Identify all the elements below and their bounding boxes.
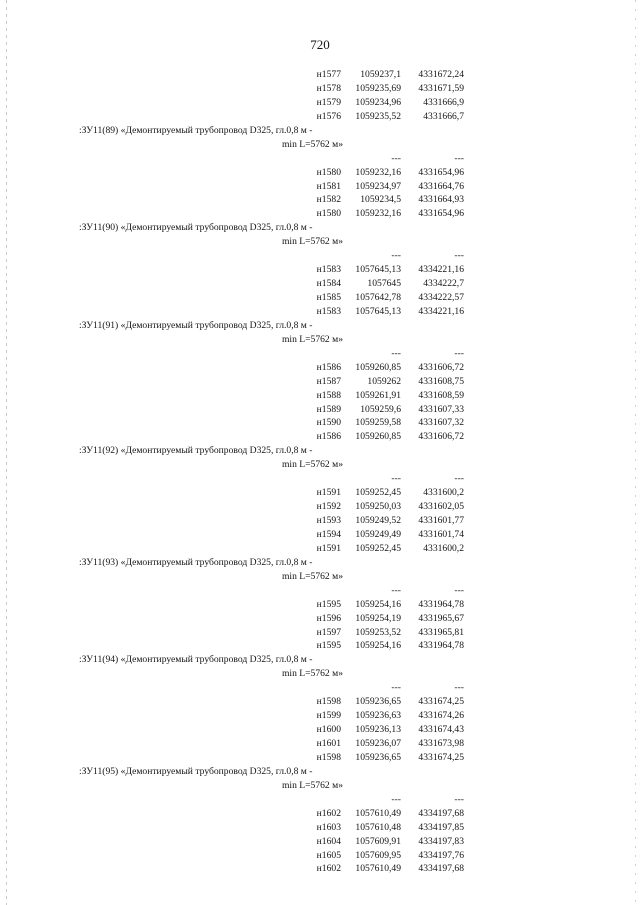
x-coordinate: 1057645,13 [355,264,401,276]
point-id: н1577 [316,69,341,80]
point-id: н1602 [316,807,341,819]
plot-header [0,444,640,458]
point-id: н1590 [316,417,341,429]
coordinate-row [0,277,640,291]
point-id: н1583 [316,305,341,317]
y-coordinate: 4331608,59 [418,389,464,401]
x-coordinate: --- [391,250,401,262]
point-id: н1597 [316,626,341,638]
point-id: н1594 [316,528,341,540]
y-coordinate: 4331654,96 [418,208,464,220]
plot-length-note: min L=5762 м» [281,138,343,150]
x-coordinate: 1059260,85 [355,361,401,373]
y-coordinate: 4331666,9 [423,96,464,108]
coordinate-row [0,709,640,723]
point-id: н1588 [316,389,341,401]
point-id: н1576 [316,110,341,122]
x-coordinate: 1057609,95 [355,849,401,861]
x-coordinate: 1059232,16 [355,208,401,220]
x-coordinate: 1057645,13 [355,305,401,317]
y-coordinate: 4334197,68 [418,807,464,819]
x-coordinate: 1059259,58 [355,417,401,429]
point-id: н1584 [316,278,341,290]
x-coordinate: --- [391,473,401,485]
plot-header-continuation [0,779,640,793]
coordinate-row [0,430,640,444]
coordinate-row [0,486,640,500]
point-id: н1583 [316,264,341,276]
coordinate-row [0,821,640,835]
y-coordinate: 4334197,76 [418,849,464,861]
plot-header [0,124,640,138]
plot-title: :ЗУ11(89) «Демонтируемый трубопровод D325, гл.0,8 м - [79,124,313,136]
plot-header [0,765,640,779]
y-coordinate: 4331965,81 [418,626,464,638]
point-id: н1604 [316,835,341,847]
y-coordinate: 4334197,83 [418,835,464,847]
point-id: н1591 [316,487,341,499]
coordinate-row [0,681,640,695]
y-coordinate: --- [454,682,464,694]
coordinate-row [0,291,640,305]
y-coordinate: 4331600,2 [423,542,464,554]
coordinate-row [0,389,640,403]
point-id: н1601 [316,738,341,749]
coordinate-row [0,263,640,277]
y-coordinate: 4331608,75 [418,375,464,387]
y-coordinate: --- [454,347,464,359]
point-id: н1586 [316,361,341,373]
coordinate-row [0,598,640,612]
plot-header-continuation [0,333,640,347]
plot-length-note: min L=5762 м» [281,333,343,345]
plot-header-continuation [0,667,640,681]
coordinate-row [0,737,640,751]
x-coordinate: 1059254,19 [355,612,401,624]
x-coordinate: 1059235,69 [355,82,401,94]
x-coordinate: --- [391,793,401,805]
coordinate-row [0,542,640,556]
coordinate-row [0,166,640,180]
coordinate-row [0,207,640,221]
point-id: н1592 [316,501,341,513]
x-coordinate: 1059234,5 [360,194,401,206]
point-id: н1582 [316,194,341,206]
point-id: н1603 [316,821,341,833]
y-coordinate: 4331607,32 [418,417,464,429]
x-coordinate: --- [391,347,401,359]
y-coordinate: --- [454,584,464,596]
x-coordinate: 1059254,16 [355,598,401,610]
x-coordinate: 1059236,65 [355,751,401,763]
x-coordinate: 1059259,6 [360,403,401,415]
coordinate-row [0,249,640,263]
y-coordinate: 4331674,25 [418,696,464,708]
x-coordinate: 1057610,49 [355,807,401,819]
y-coordinate: --- [454,152,464,164]
coordinate-row [0,110,640,124]
y-coordinate: 4331674,26 [418,710,464,722]
y-coordinate: 4331671,59 [418,82,464,94]
x-coordinate: 1059253,52 [355,626,401,638]
coordinate-row [0,584,640,598]
y-coordinate: 4331674,43 [418,724,464,736]
plot-title: :ЗУ11(90) «Демонтируемый трубопровод D325, гл.0,8 м - [79,222,313,234]
point-id: н1593 [316,515,341,526]
plot-header [0,556,640,570]
y-coordinate: 4334221,16 [418,264,464,276]
x-coordinate: 1059260,85 [355,431,401,443]
y-coordinate: 4331964,78 [418,640,464,652]
point-id: н1595 [316,640,341,652]
coordinate-row [0,514,640,528]
plot-header-continuation [0,570,640,584]
y-coordinate: 4334197,68 [418,863,464,875]
coordinate-row [0,849,640,863]
y-coordinate: --- [454,793,464,805]
point-id: н1596 [316,612,341,624]
coordinate-row [0,375,640,389]
coordinate-row [0,751,640,765]
y-coordinate: 4334221,16 [418,305,464,317]
coordinate-row [0,305,640,319]
y-coordinate: 4331673,98 [418,738,464,749]
point-id: н1605 [316,849,341,861]
y-coordinate: 4331602,05 [418,501,464,513]
plot-title: :ЗУ11(91) «Демонтируемый трубопровод D325, гл.0,8 м - [79,319,313,331]
coordinate-row [0,180,640,194]
coordinate-row [0,695,640,709]
y-coordinate: 4331606,72 [418,431,464,443]
coordinate-row [0,793,640,807]
x-coordinate: --- [391,152,401,164]
coordinate-row [0,193,640,207]
y-coordinate: 4331964,78 [418,598,464,610]
coordinate-table [0,68,640,876]
coordinate-row [0,528,640,542]
x-coordinate: 1059261,91 [355,389,401,401]
x-coordinate: 1059254,16 [355,640,401,652]
coordinate-row [0,96,640,110]
coordinate-row [0,152,640,166]
y-coordinate: --- [454,250,464,262]
x-coordinate: 1057610,49 [355,863,401,875]
plot-length-note: min L=5762 м» [281,668,343,680]
point-id: н1587 [316,375,341,387]
y-coordinate: 4331607,33 [418,403,464,415]
coordinate-row [0,361,640,375]
coordinate-row [0,626,640,640]
plot-header [0,653,640,667]
point-id: н1599 [316,710,341,722]
coordinate-row [0,835,640,849]
page-number: 720 [310,37,330,52]
x-coordinate: 1057609,91 [355,835,401,847]
y-coordinate: 4334197,85 [418,821,464,833]
coordinate-row [0,500,640,514]
plot-length-note: min L=5762 м» [281,459,343,471]
x-coordinate: 1059252,45 [355,542,401,554]
point-id: н1581 [316,180,341,192]
plot-length-note: min L=5762 м» [281,570,343,582]
y-coordinate: 4331664,76 [418,180,464,192]
plot-title: :ЗУ11(93) «Демонтируемый трубопровод D325, гл.0,8 м - [79,556,313,568]
point-id: н1591 [316,542,341,554]
x-coordinate: 1059236,63 [355,710,401,722]
x-coordinate: 1059250,03 [355,501,401,513]
y-coordinate: --- [454,473,464,485]
point-id: н1600 [316,724,341,736]
x-coordinate: 1059235,52 [355,110,401,122]
point-id: н1586 [316,431,341,443]
point-id: н1598 [316,751,341,763]
y-coordinate: 4331601,77 [418,515,464,526]
plot-header [0,221,640,235]
y-coordinate: 4331666,7 [423,110,464,122]
x-coordinate: 1059232,16 [355,166,401,178]
point-id: н1602 [316,863,341,875]
x-coordinate: 1059236,65 [355,696,401,708]
y-coordinate: 4331601,74 [418,528,464,540]
coordinate-row [0,612,640,626]
point-id: н1595 [316,598,341,610]
coordinate-row [0,472,640,486]
x-coordinate: 1059249,52 [355,515,401,526]
y-coordinate: 4331674,25 [418,751,464,763]
coordinate-row [0,347,640,361]
point-id: н1585 [316,292,341,303]
coordinate-row [0,862,640,876]
point-id: н1589 [316,403,341,415]
y-coordinate: 4334222,57 [418,292,464,303]
coordinate-row [0,807,640,821]
point-id: н1580 [316,166,341,178]
point-id: н1578 [316,82,341,94]
y-coordinate: 4331664,93 [418,194,464,206]
x-coordinate: 1059252,45 [355,487,401,499]
plot-title: :ЗУ11(94) «Демонтируемый трубопровод D325, гл.0,8 м - [79,654,313,666]
x-coordinate: 1057610,48 [355,821,401,833]
point-id: н1580 [316,208,341,220]
y-coordinate: 4331965,67 [418,612,464,624]
x-coordinate: 1057642,78 [355,292,401,303]
x-coordinate: --- [391,682,401,694]
plot-length-note: min L=5762 м» [281,779,343,791]
x-coordinate: 1059234,97 [355,180,401,192]
x-coordinate: 1057645 [367,278,401,290]
coordinate-row [0,639,640,653]
y-coordinate: 4331606,72 [418,361,464,373]
x-coordinate: 1059236,13 [355,724,401,736]
point-id: н1579 [316,96,341,108]
y-coordinate: 4334222,7 [423,278,464,290]
plot-header-continuation [0,458,640,472]
x-coordinate: 1059262 [367,375,401,387]
plot-length-note: min L=5762 м» [281,236,343,248]
y-coordinate: 4331600,2 [423,487,464,499]
coordinate-row [0,416,640,430]
x-coordinate: 1059234,96 [355,96,401,108]
x-coordinate: 1059236,07 [355,738,401,749]
x-coordinate: 1059237,1 [360,69,401,80]
coordinate-row [0,82,640,96]
x-coordinate: 1059249,49 [355,528,401,540]
y-coordinate: 4331654,96 [418,166,464,178]
plot-title: :ЗУ11(92) «Демонтируемый трубопровод D325, гл.0,8 м - [79,445,313,457]
plot-title: :ЗУ11(95) «Демонтируемый трубопровод D325, гл.0,8 м - [79,765,313,777]
coordinate-row [0,403,640,417]
plot-header-continuation [0,235,640,249]
plot-header-continuation [0,138,640,152]
plot-header [0,319,640,333]
point-id: н1598 [316,696,341,708]
y-coordinate: 4331672,24 [418,69,464,80]
x-coordinate: --- [391,584,401,596]
coordinate-row [0,68,640,82]
coordinate-row [0,723,640,737]
